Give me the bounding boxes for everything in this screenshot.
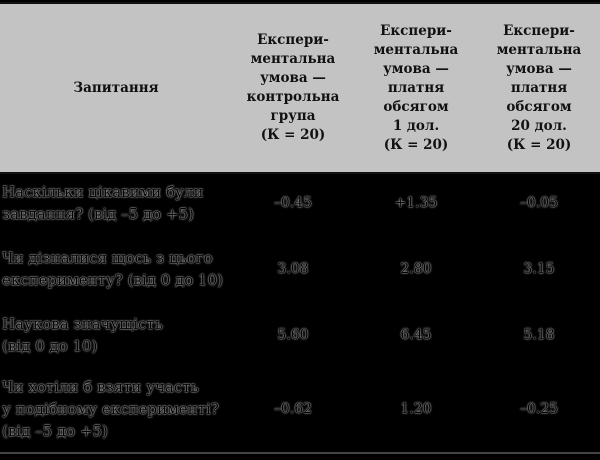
row-value-1-dollar: 1.20 [400,401,432,417]
row-value-20-dollars: 5.18 [523,327,555,343]
row-question: Наскільки цікавими були завдання? (від –5 до +5) [2,183,204,223]
row-value-1-dollar: 2.80 [400,261,432,277]
header-control-group: Експери- ментальна умова — контрольна група (К = 20) [246,32,340,143]
row-value-1-dollar: +1.35 [394,195,438,211]
row-question: Чи хотіли б взяти участь у подібному експерименті? (від –5 до +5) [2,378,219,440]
row-value-control: 5.60 [277,327,309,343]
header-pay-20-dollars: Експери- ментальна умова — платня обсягом 20 дол. (К = 20) [496,22,582,153]
header-question: Запитання [73,79,159,96]
table-row [0,172,600,234]
row-value-1-dollar: 6.45 [400,327,432,343]
row-value-control: –0.62 [273,401,313,417]
table-row [0,304,600,366]
table-row [0,234,600,304]
row-value-20-dollars: –0.25 [519,401,559,417]
row-value-20-dollars: –0.05 [519,195,559,211]
table-header [0,2,600,174]
row-value-control: –0.45 [273,195,313,211]
table-row [0,366,600,452]
row-question: Наукова значущість (від 0 до 10) [2,315,163,355]
table-bottom-rule [0,452,600,454]
row-question: Чи дізналися щось з цього експерименту? (від 0 до 10) [2,249,223,289]
header-pay-1-dollar: Експери- ментальна умова — платня обсягом 1 дол. (К = 20) [373,22,459,153]
row-value-20-dollars: 3.15 [523,261,555,277]
row-value-control: 3.08 [277,261,309,277]
